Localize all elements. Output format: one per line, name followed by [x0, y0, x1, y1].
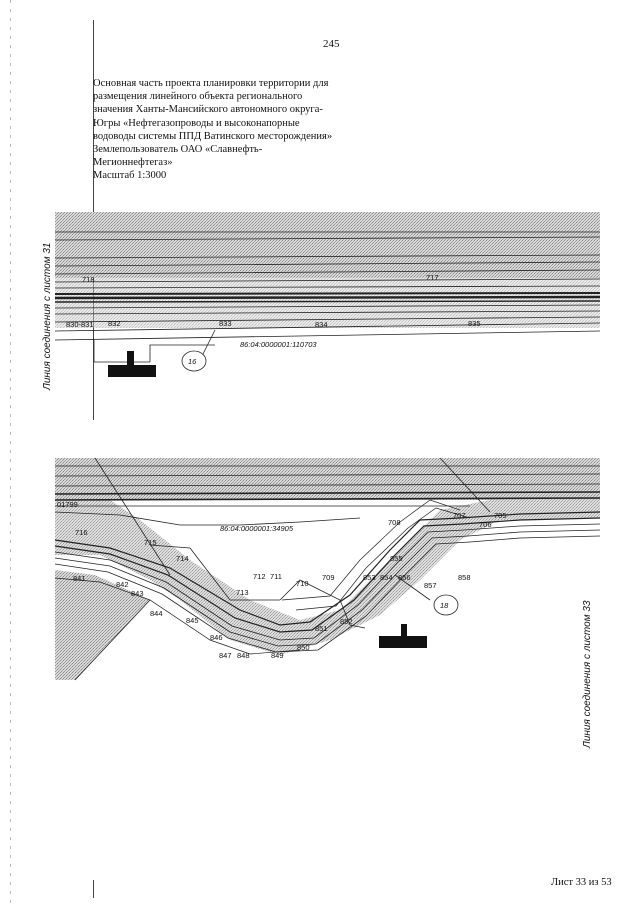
hatched-zone	[55, 570, 150, 680]
sheet-number: Лист 33 из 53	[551, 877, 612, 888]
point-label: 843	[131, 589, 144, 598]
point-label: 712	[253, 572, 266, 581]
point-label: 707	[453, 511, 466, 520]
point-label: 849	[271, 651, 284, 660]
hatched-zone	[55, 212, 600, 278]
point-label: 705	[494, 511, 507, 520]
map-panel-sheet-31	[42, 212, 600, 391]
point-label: 835	[468, 319, 481, 328]
title-line: размещения линейного объекта регионального	[93, 91, 303, 103]
zone-number: 18	[440, 601, 449, 610]
point-label: 857	[424, 581, 437, 590]
point-label: 845	[186, 616, 199, 625]
zone-number: 16	[188, 357, 197, 366]
side-label: Линия соединения с листом 33	[582, 600, 593, 748]
cadastral-number: 86:04:0000001:34905	[220, 524, 293, 533]
point-label: 855	[390, 554, 403, 563]
point-label: 713	[236, 588, 249, 597]
point-label: 714	[176, 554, 189, 563]
marker-post	[127, 351, 134, 366]
map-panel-sheet-33	[55, 458, 600, 749]
point-label: 846	[210, 633, 223, 642]
point-label: 832	[108, 319, 121, 328]
title-line: Масштаб 1:3000	[93, 170, 167, 182]
point-label: 717	[426, 273, 439, 282]
point-label: 715	[144, 538, 157, 547]
point-label: 852	[340, 617, 353, 626]
point-label: 830-831	[66, 320, 94, 329]
cadastral-number: 86:04:0000001:110703	[240, 340, 317, 349]
point-label: 708	[388, 518, 401, 527]
point-label: 848	[237, 651, 250, 660]
point-label: 841	[73, 574, 86, 583]
point-label: 850	[297, 643, 310, 652]
marker-block	[108, 365, 156, 377]
point-label: 854	[380, 573, 393, 582]
point-label: 709	[322, 573, 335, 582]
title-line: водоводы системы ППД Ватинского месторождения»	[93, 130, 333, 142]
side-label: Линия соединения с листом 31	[42, 242, 53, 390]
point-label: 716	[75, 528, 88, 537]
title-line: значения Ханты-Мансийского автономного округа-	[93, 104, 323, 116]
title-line: Землепользователь ОАО «Славнефть-	[93, 144, 263, 156]
point-label: 718	[82, 275, 95, 284]
marker-post	[401, 624, 407, 638]
title-line: Югры «Нефтегазопроводы и высоконапорные	[93, 117, 300, 129]
point-label: 853	[363, 573, 376, 582]
point-label: 710	[296, 579, 309, 588]
area-label: 01799	[57, 500, 78, 509]
point-label: 711	[270, 572, 282, 581]
point-label: 844	[150, 609, 163, 618]
title-line: Мегионнефтегаз»	[93, 157, 173, 169]
point-label: 858	[458, 573, 471, 582]
point-label: 842	[116, 580, 129, 589]
point-label: 856	[398, 573, 411, 582]
point-label: 847	[219, 651, 232, 660]
point-label: 706	[479, 520, 492, 529]
title-line: Основная часть проекта планировки территории для	[93, 78, 329, 89]
point-label: 834	[315, 320, 328, 329]
point-label: 833	[219, 319, 232, 328]
point-label: 851	[315, 624, 328, 633]
marker-block	[379, 636, 427, 648]
page-number: 245	[323, 38, 340, 50]
